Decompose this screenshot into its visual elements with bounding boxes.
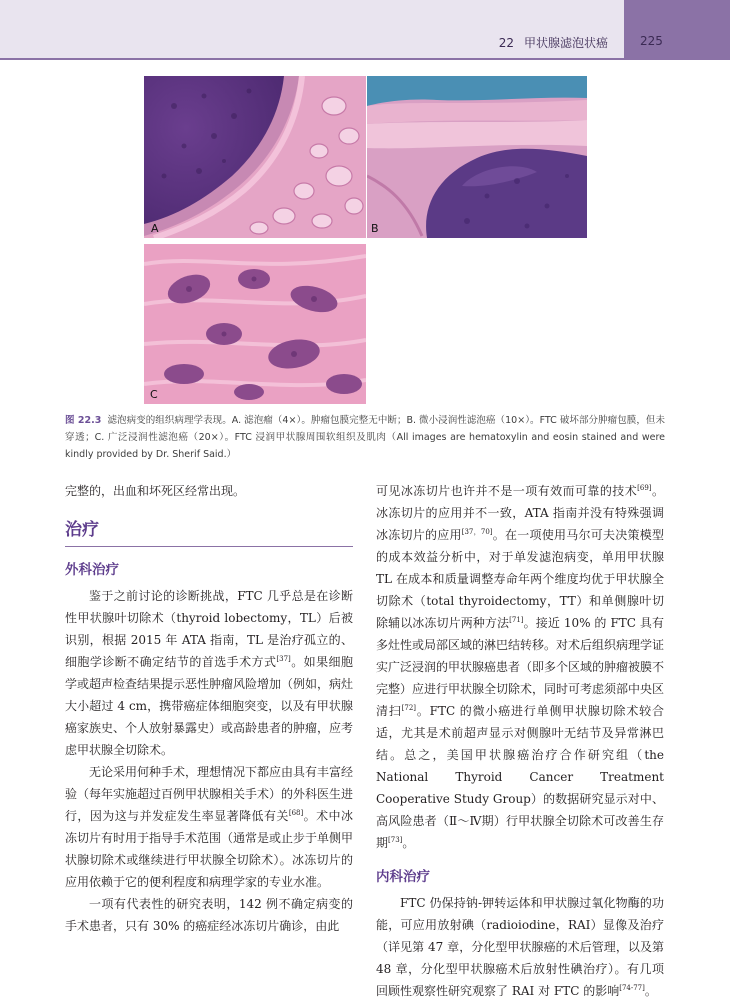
figure-number: 图 22.3 <box>65 415 102 426</box>
text-run: 。如果细胞学或超声检查结果提示恶性肿瘤风险增加（例如，病灶大小超过 4 cm，携带癌症体细胞突变，以及有甲状腺癌家族史、个人放射暴露史）或高龄患者的肿瘤，应考虑甲状腺全切除术。 <box>65 655 354 757</box>
figure-caption <box>65 412 665 463</box>
text-run: FTC 仍保持钠-钾转运体和甲状腺过氧化物酶的功能，可应用放射碘（radioiodine，RAI）显像及治疗（详见第 47 章，分化型甲状腺癌的术后管理，以及第 48 章，分化型甲状腺癌术后放射性碘治疗）。有几项回顾性观察性研究观察了 RAI 对 FTC 的影响 <box>376 896 664 998</box>
text-run: 可见冰冻切片也许并不是一项有效而可靠的技术 <box>376 484 638 498</box>
intro-paragraph: 完整的，出血和坏死区经常出现。 <box>65 484 246 498</box>
citation: [73] <box>388 836 403 844</box>
citation: [71] <box>509 616 524 624</box>
text-run: 。冰冻切片的应用并不一致，ATA 指南并没有特殊强调冰冻切片的应用 <box>376 484 664 542</box>
text-run: 无论采用何种手术，理想情况下都应由具有丰富经验（每年实施超过百例甲状腺相关手术）的外科医生进行，因为这与并发症发生率显著降低有关 <box>65 765 354 823</box>
frozen-section-paragraph <box>376 480 664 854</box>
citation: [37] <box>276 655 291 663</box>
histology-panel-b <box>367 76 587 238</box>
chapter-number: 22 <box>498 36 514 50</box>
text-run: 。 <box>644 984 657 998</box>
text-run: 鉴于之前讨论的诊断挑战，FTC 几乎总是在诊断性甲状腺叶切除术（thyroid lobectomy，TL）后被识别，根据 2015 年 ATA 指南，TL 是治疗孤立的、细胞学诊断不确定结节的首选手术方式 <box>65 589 353 669</box>
medical-paragraph <box>376 892 664 1002</box>
running-head <box>499 34 608 51</box>
section-heading-treatment: 治疗 <box>65 518 353 547</box>
panel-a-label: A <box>151 222 159 235</box>
citation: [74-77] <box>619 984 645 992</box>
text-run: 。术中冰冻切片有时用于指导手术范围（通常是或止步于单侧甲状腺切除术或继续进行甲状腺全切除术）。冰冻切片的应用依赖于它的便利程度和病理学家的专业水准。 <box>65 809 354 889</box>
figure-caption-text: 滤泡病变的组织病理学表现。A. 滤泡瘤（4×）。肿瘤包膜完整无中断；B. 微小浸润性滤泡癌（10×）。FTC 破坏部分肿瘤包膜，但未穿透；C. 广泛浸润性滤泡癌（20×）。FTC 浸润甲状腺周围软组织及肌肉（All images are hematoxylin and eosin stained and were kindly provided by Dr. Sherif Said.） <box>65 415 665 460</box>
text-run: 。接近 10% 的 FTC 具有多灶性或局部区域的淋巴结转移。对术后组织病理学证实广泛浸润的甲状腺癌患者（即多个区域的肿瘤被膜不完整）应进行甲状腺全切除术，同时可考虑须部中央区清扫 <box>376 616 665 718</box>
header-rule <box>0 58 730 60</box>
page-number: 225 <box>640 34 663 48</box>
subsection-heading-surgery: 外科治疗 <box>65 562 119 578</box>
citation: [72] <box>401 704 417 712</box>
header-tab <box>624 0 730 58</box>
histology-panel-a <box>144 76 366 238</box>
surgery-paragraph-1 <box>65 585 353 761</box>
chapter-title: 甲状腺滤泡状癌 <box>523 36 608 50</box>
surgery-paragraph-3: 一项有代表性的研究表明，142 例不确定病变的手术患者，只有 30% 的癌症经冰冻切片确诊，由此 <box>65 897 353 933</box>
panel-b-image <box>367 76 587 238</box>
right-column <box>376 480 664 1002</box>
text-run: 。FTC 的微小癌进行单侧甲状腺切除术较合适，尤其是术前超声显示对侧腺叶无结节及异常淋巴结。总之，美国甲状腺癌治疗合作研究组（the National Thyroid Cancer Treatment Cooperative Study Group）的数据研究显示对中、高风险患者（Ⅱ～Ⅳ期）行甲状腺全切除术可改善生存期 <box>376 704 664 850</box>
panel-c-image <box>144 244 366 404</box>
subsection-heading-medical: 内科治疗 <box>376 869 430 885</box>
citation: [37，70] <box>461 528 493 536</box>
histology-panel-c <box>144 244 366 404</box>
citation: [69] <box>637 484 652 492</box>
left-column <box>65 480 353 937</box>
text-run: 。 <box>402 836 415 850</box>
text-run: 。在一项使用马尔可夫决策模型的成本效益分析中，对于单发滤泡病变，单用甲状腺 TL 在成本和质量调整寿命年两个维度均优于甲状腺全切除术（total thyroidectomy，TT）和单侧腺叶切除辅以冰冻切片两种方法 <box>376 528 664 630</box>
panel-a-image <box>144 76 366 238</box>
surgery-paragraph-2 <box>65 761 353 893</box>
panel-c-label: C <box>150 388 158 401</box>
panel-b-label: B <box>371 222 379 235</box>
citation: [68] <box>288 809 304 817</box>
